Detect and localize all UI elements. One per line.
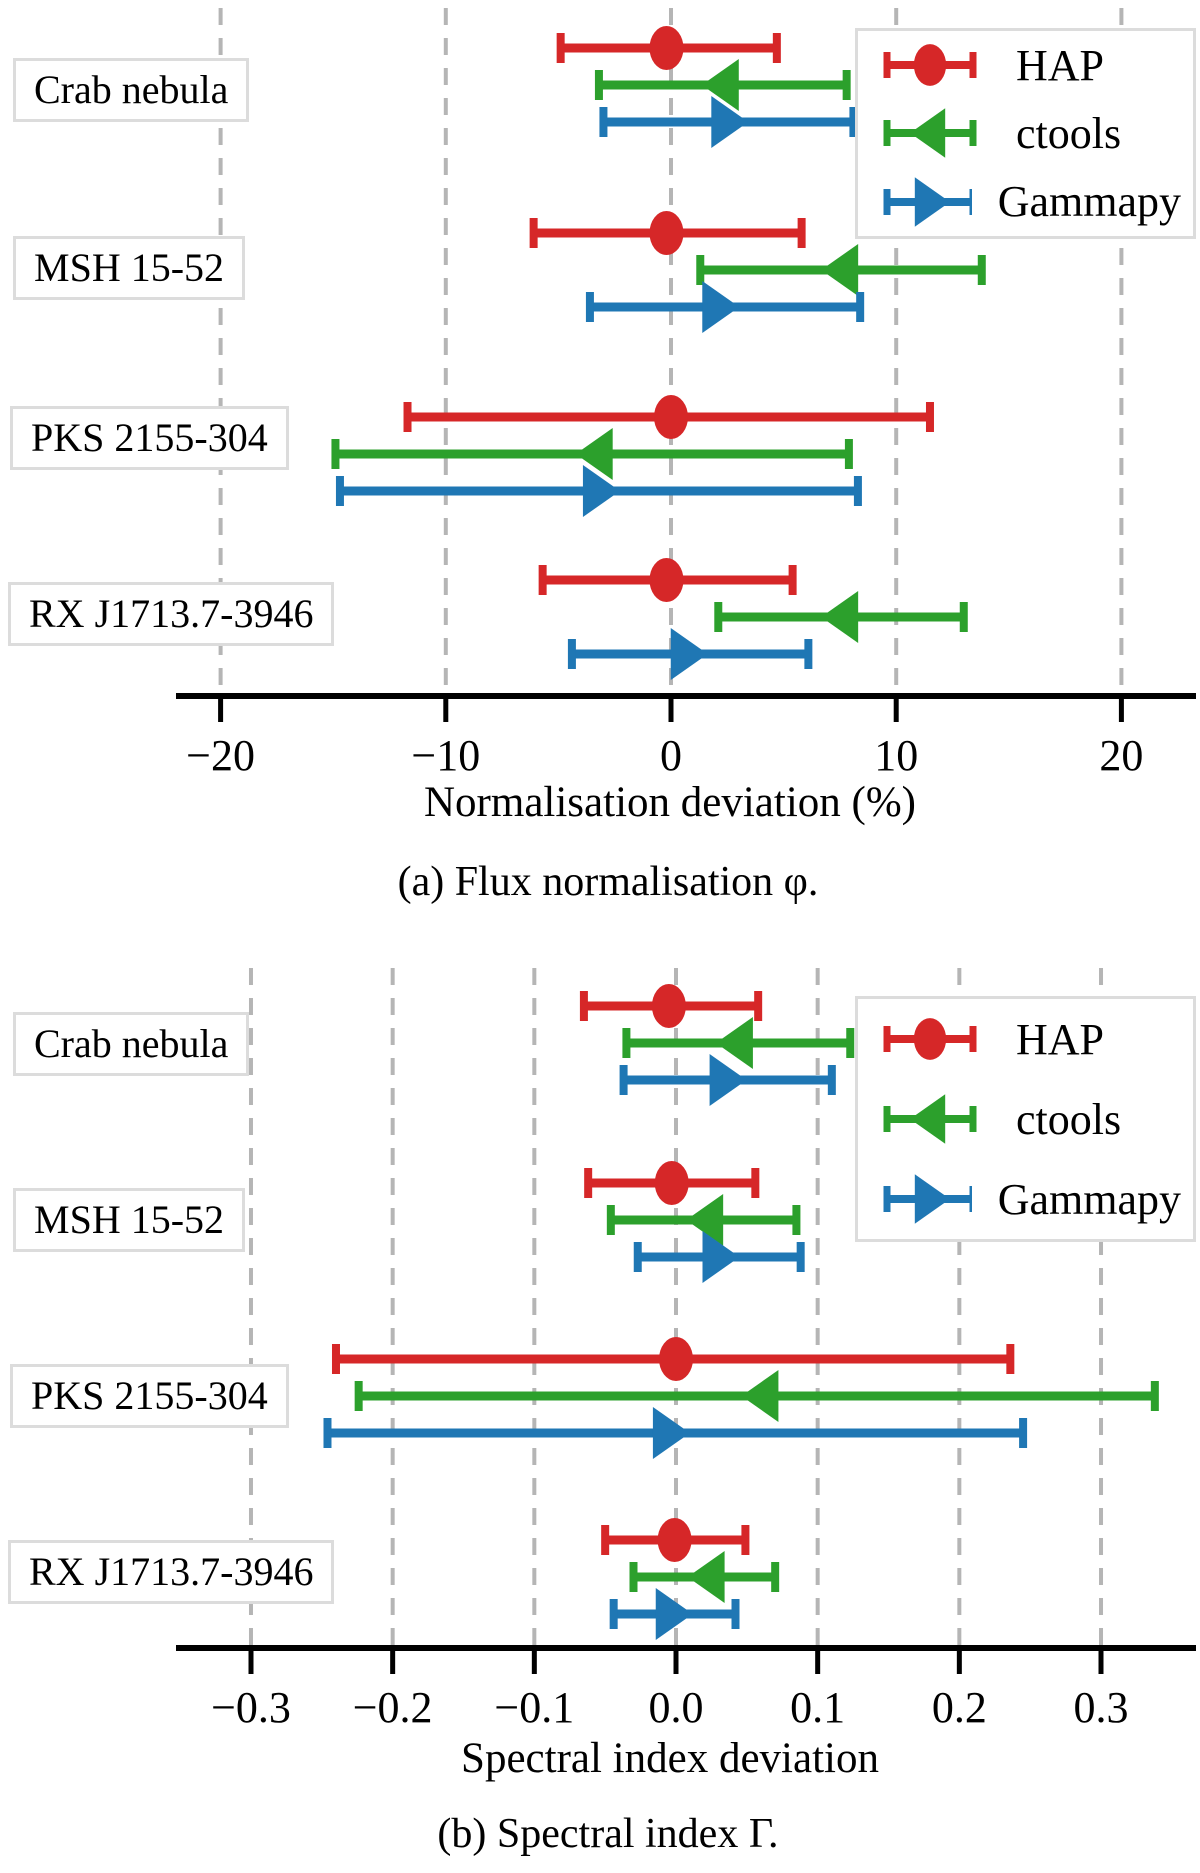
ctools-marker [741, 1370, 778, 1422]
hap-legend-marker-icon [870, 35, 990, 95]
source-label-crab-nebula-a: Crab nebula [13, 58, 249, 122]
errorbar-Gammapy-Crab nebula [624, 1054, 832, 1106]
caption-b: (b) Spectral index Γ. [437, 1811, 779, 1857]
errorbar-HAP-Crab nebula [584, 984, 758, 1028]
legend-label-hap-a: HAP [1016, 40, 1105, 90]
errorbar-ctools-PKS 2155-304 [359, 1370, 1155, 1422]
gammapy-legend-marker [915, 1174, 950, 1223]
hap-marker [649, 211, 683, 255]
errorbar-ctools-RX J1713.7-3946 [633, 1551, 775, 1603]
hap-legend-marker [914, 1018, 946, 1060]
errorbar-ctools-MSH 15-52 [700, 244, 982, 296]
x-tick-label: −0.2 [352, 1683, 433, 1732]
x-tick-label: 10 [874, 731, 919, 780]
hap-marker [652, 984, 686, 1028]
legend-row-gammapy-b [858, 1169, 1193, 1229]
x-tick-labels-b [0, 1682, 1200, 1742]
x-tick-label: −20 [186, 731, 256, 780]
gammapy-marker [702, 281, 739, 333]
source-label-rx-j1713-b: RX J1713.7-3946 [8, 1540, 334, 1604]
legend-row-hap-a [858, 35, 1193, 95]
hap-marker [655, 1161, 689, 1205]
errorbar-Gammapy-PKS 2155-304 [340, 465, 858, 517]
gammapy-legend-marker [915, 177, 950, 226]
legend-label-hap-b: HAP [1016, 1014, 1105, 1064]
source-label-msh-15-52-a: MSH 15-52 [13, 236, 245, 300]
ctools-legend-marker [910, 109, 945, 158]
legend-row-ctools-b [858, 1089, 1193, 1149]
xlabel-a: Normalisation deviation (%) [424, 779, 916, 826]
legend-b [855, 996, 1196, 1242]
hap-marker [654, 395, 688, 439]
x-tick-label: −10 [411, 731, 481, 780]
x-tick-label: 0.0 [648, 1683, 704, 1732]
errorbar-ctools-RX J1713.7-3946 [718, 591, 963, 643]
errorbar-Gammapy-RX J1713.7-3946 [572, 628, 808, 680]
ctools-legend-marker-icon [870, 1089, 990, 1149]
source-label-crab-nebula-b: Crab nebula [13, 1012, 249, 1076]
gammapy-legend-marker-icon [870, 1169, 972, 1229]
ctools-legend-marker-icon [870, 103, 990, 163]
errorbar-HAP-PKS 2155-304 [408, 395, 930, 439]
legend-label-gammapy-a: Gammapy [997, 177, 1181, 227]
errorbar-HAP-Crab nebula [561, 26, 777, 70]
x-tick-label: 20 [1099, 731, 1144, 780]
legend-label-ctools-b: ctools [1016, 1094, 1122, 1144]
hap-marker [658, 1518, 692, 1562]
errorbar-HAP-RX J1713.7-3946 [543, 558, 793, 602]
x-tick-label: −0.1 [494, 1683, 575, 1732]
gammapy-marker [671, 628, 708, 680]
gammapy-marker [653, 1407, 690, 1459]
x-tick-label: 0.2 [931, 1683, 987, 1732]
gammapy-legend-marker-icon [870, 172, 972, 232]
x-tick-label: −0.3 [211, 1683, 291, 1732]
errorbar-ctools-Crab nebula [599, 59, 847, 111]
ctools-marker [716, 1017, 753, 1069]
legend-row-gammapy-a [858, 172, 1193, 232]
xlabel-b: Spectral index deviation [461, 1735, 879, 1782]
gammapy-marker [710, 1054, 747, 1106]
caption-a: (a) Flux normalisation φ. [397, 859, 819, 905]
errorbar-HAP-MSH 15-52 [588, 1161, 755, 1205]
source-label-msh-15-52-b: MSH 15-52 [13, 1188, 245, 1252]
ctools-marker [576, 428, 613, 480]
source-label-rx-j1713-a: RX J1713.7-3946 [8, 582, 334, 646]
ctools-marker [688, 1551, 725, 1603]
hap-legend-marker [914, 44, 946, 86]
errorbar-Gammapy-MSH 15-52 [590, 281, 860, 333]
hap-marker [659, 1337, 693, 1381]
legend-row-hap-b [858, 1009, 1193, 1069]
x-tick-label: 0 [660, 731, 682, 780]
ctools-marker [821, 244, 858, 296]
source-label-pks-2155-304-a: PKS 2155-304 [10, 406, 289, 470]
source-label-pks-2155-304-b: PKS 2155-304 [10, 1364, 289, 1428]
legend-row-ctools-a [858, 103, 1193, 163]
legend-label-ctools-a: ctools [1016, 108, 1122, 158]
ctools-legend-marker [910, 1094, 945, 1143]
x-tick-label: 0.1 [790, 1683, 846, 1732]
x-tick-label: 0.3 [1073, 1683, 1129, 1732]
gammapy-marker [583, 465, 620, 517]
hap-legend-marker-icon [870, 1009, 990, 1069]
hap-marker [649, 26, 683, 70]
legend-label-gammapy-b: Gammapy [997, 1174, 1181, 1224]
ctools-marker [821, 591, 858, 643]
hap-marker [649, 558, 683, 602]
legend-a [855, 28, 1196, 239]
errorbar-HAP-PKS 2155-304 [336, 1337, 1010, 1381]
errorbar-Gammapy-Crab nebula [603, 96, 853, 148]
errorbar-HAP-MSH 15-52 [534, 211, 802, 255]
